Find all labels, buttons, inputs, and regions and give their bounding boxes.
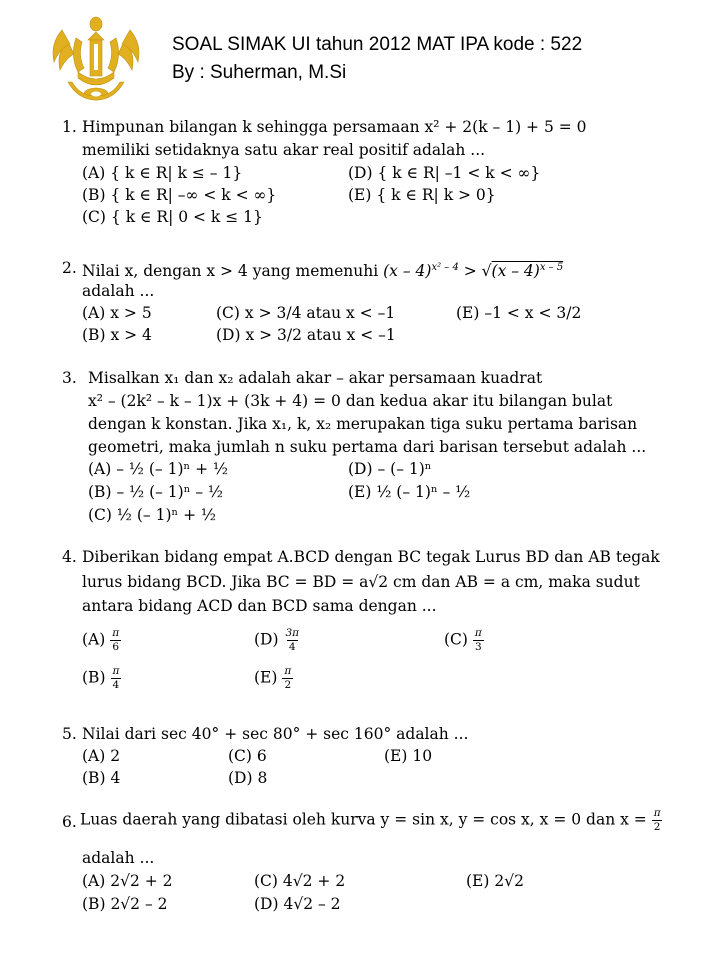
question-2-option-c: (C) x > 3/4 atau x < –1 [216, 304, 396, 322]
question-4-option-e: (E) $\frac{\pi}{2}$ [254, 665, 292, 691]
question-4-option-a: (A) $\frac{\pi}{6}$ [82, 627, 120, 653]
question-5-option-e: (E) 10 [384, 747, 433, 765]
question-4-option-d: (D) $\frac{3\pi}{4}$ [254, 627, 300, 653]
question-6-line-1: Luas daerah yang dibatasi oleh kurva y = sin x, y = cos x, x = 0 dan x = $\frac{\pi}{2}$ [80, 807, 661, 833]
question-6-option-a: (A) 2√2 + 2 [82, 872, 173, 890]
question-6-number: 6. [62, 813, 77, 831]
question-4-option-c: (C) $\frac{\pi}{3}$ [444, 627, 482, 653]
question-3-line-3: dengan k konstan. Jika x₁, k, x₂ merupakan tiga suku pertama barisan [88, 415, 638, 433]
question-1-option-a: (A) { k ∈ R| k ≤ – 1} [82, 164, 243, 182]
question-1-option-b: (B) { k ∈ R| –∞ < k < ∞} [82, 186, 277, 204]
question-3-option-c: (C) ½ (– 1)ⁿ + ½ [88, 506, 217, 524]
question-3-line-1: Misalkan x₁ dan x₂ adalah akar – akar persamaan kuadrat [88, 369, 543, 387]
question-4-line-2: lurus bidang BCD. Jika BC = BD = a√2 cm dan AB = a cm, maka sudut [82, 573, 640, 591]
question-2-option-d: (D) x > 3/2 atau x < –1 [216, 326, 396, 344]
question-4-line-1: Diberikan bidang empat A.BCD dengan BC tegak Lurus BD dan AB tegak [82, 548, 660, 566]
document-author: By : Suherman, M.Si [172, 62, 347, 83]
question-5-number: 5. [62, 725, 77, 743]
question-5-line-1: Nilai dari sec 40° + sec 80° + sec 160° adalah ... [82, 725, 469, 743]
question-3-option-d: (D) – (– 1)ⁿ [348, 460, 432, 478]
university-seal-logo [48, 12, 144, 104]
question-3-option-a: (A) – ½ (– 1)ⁿ + ½ [88, 460, 229, 478]
question-2-option-b: (B) x > 4 [82, 326, 152, 344]
question-1-number: 1. [62, 118, 77, 136]
question-6-option-e: (E) 2√2 [466, 872, 524, 890]
question-3-option-e: (E) ½ (– 1)ⁿ – ½ [348, 483, 471, 501]
question-2-option-a: (A) x > 5 [82, 304, 152, 322]
question-6-option-d: (D) 4√2 – 2 [254, 895, 341, 913]
question-6-option-c: (C) 4√2 + 2 [254, 872, 346, 890]
question-5-option-d: (D) 8 [228, 769, 268, 787]
question-3-line-4: geometri, maka jumlah n suku pertama dari barisan tersebut adalah ... [88, 438, 647, 456]
question-2-number: 2. [62, 259, 77, 277]
question-4-number: 4. [62, 548, 77, 566]
question-5-option-a: (A) 2 [82, 747, 121, 765]
question-3-number: 3. [62, 369, 77, 387]
question-1-line-1: Himpunan bilangan k sehingga persamaan x² + 2(k – 1) + 5 = 0 [82, 118, 587, 136]
question-2-line-2: adalah ... [82, 282, 155, 300]
question-1-option-c: (C) { k ∈ R| 0 < k ≤ 1} [82, 208, 263, 226]
question-4-option-b: (B) $\frac{\pi}{4}$ [82, 665, 120, 691]
document-title: SOAL SIMAK UI tahun 2012 MAT IPA kode : 522 [172, 34, 583, 55]
question-5-option-b: (B) 4 [82, 769, 121, 787]
question-1-option-e: (E) { k ∈ R| k > 0} [348, 186, 496, 204]
question-3-option-b: (B) – ½ (– 1)ⁿ – ½ [88, 483, 224, 501]
question-2-line-1: Nilai x, dengan x > 4 yang memenuhi (x – 4)$^{x^2 - 4}$ > √(x – 4)$^{x - 5}$ [82, 262, 564, 281]
question-1-option-d: (D) { k ∈ R| –1 < k < ∞} [348, 164, 541, 182]
question-5-option-c: (C) 6 [228, 747, 267, 765]
question-2-option-e: (E) –1 < x < 3/2 [456, 304, 582, 322]
question-6-option-b: (B) 2√2 – 2 [82, 895, 168, 913]
question-6-line-2: adalah ... [82, 849, 155, 867]
question-3-line-2: x² – (2k² – k – 1)x + (3k + 4) = 0 dan kedua akar itu bilangan bulat [88, 392, 613, 410]
question-4-line-3: antara bidang ACD dan BCD sama dengan ... [82, 597, 437, 615]
question-1-line-2: memiliki setidaknya satu akar real positif adalah ... [82, 141, 486, 159]
